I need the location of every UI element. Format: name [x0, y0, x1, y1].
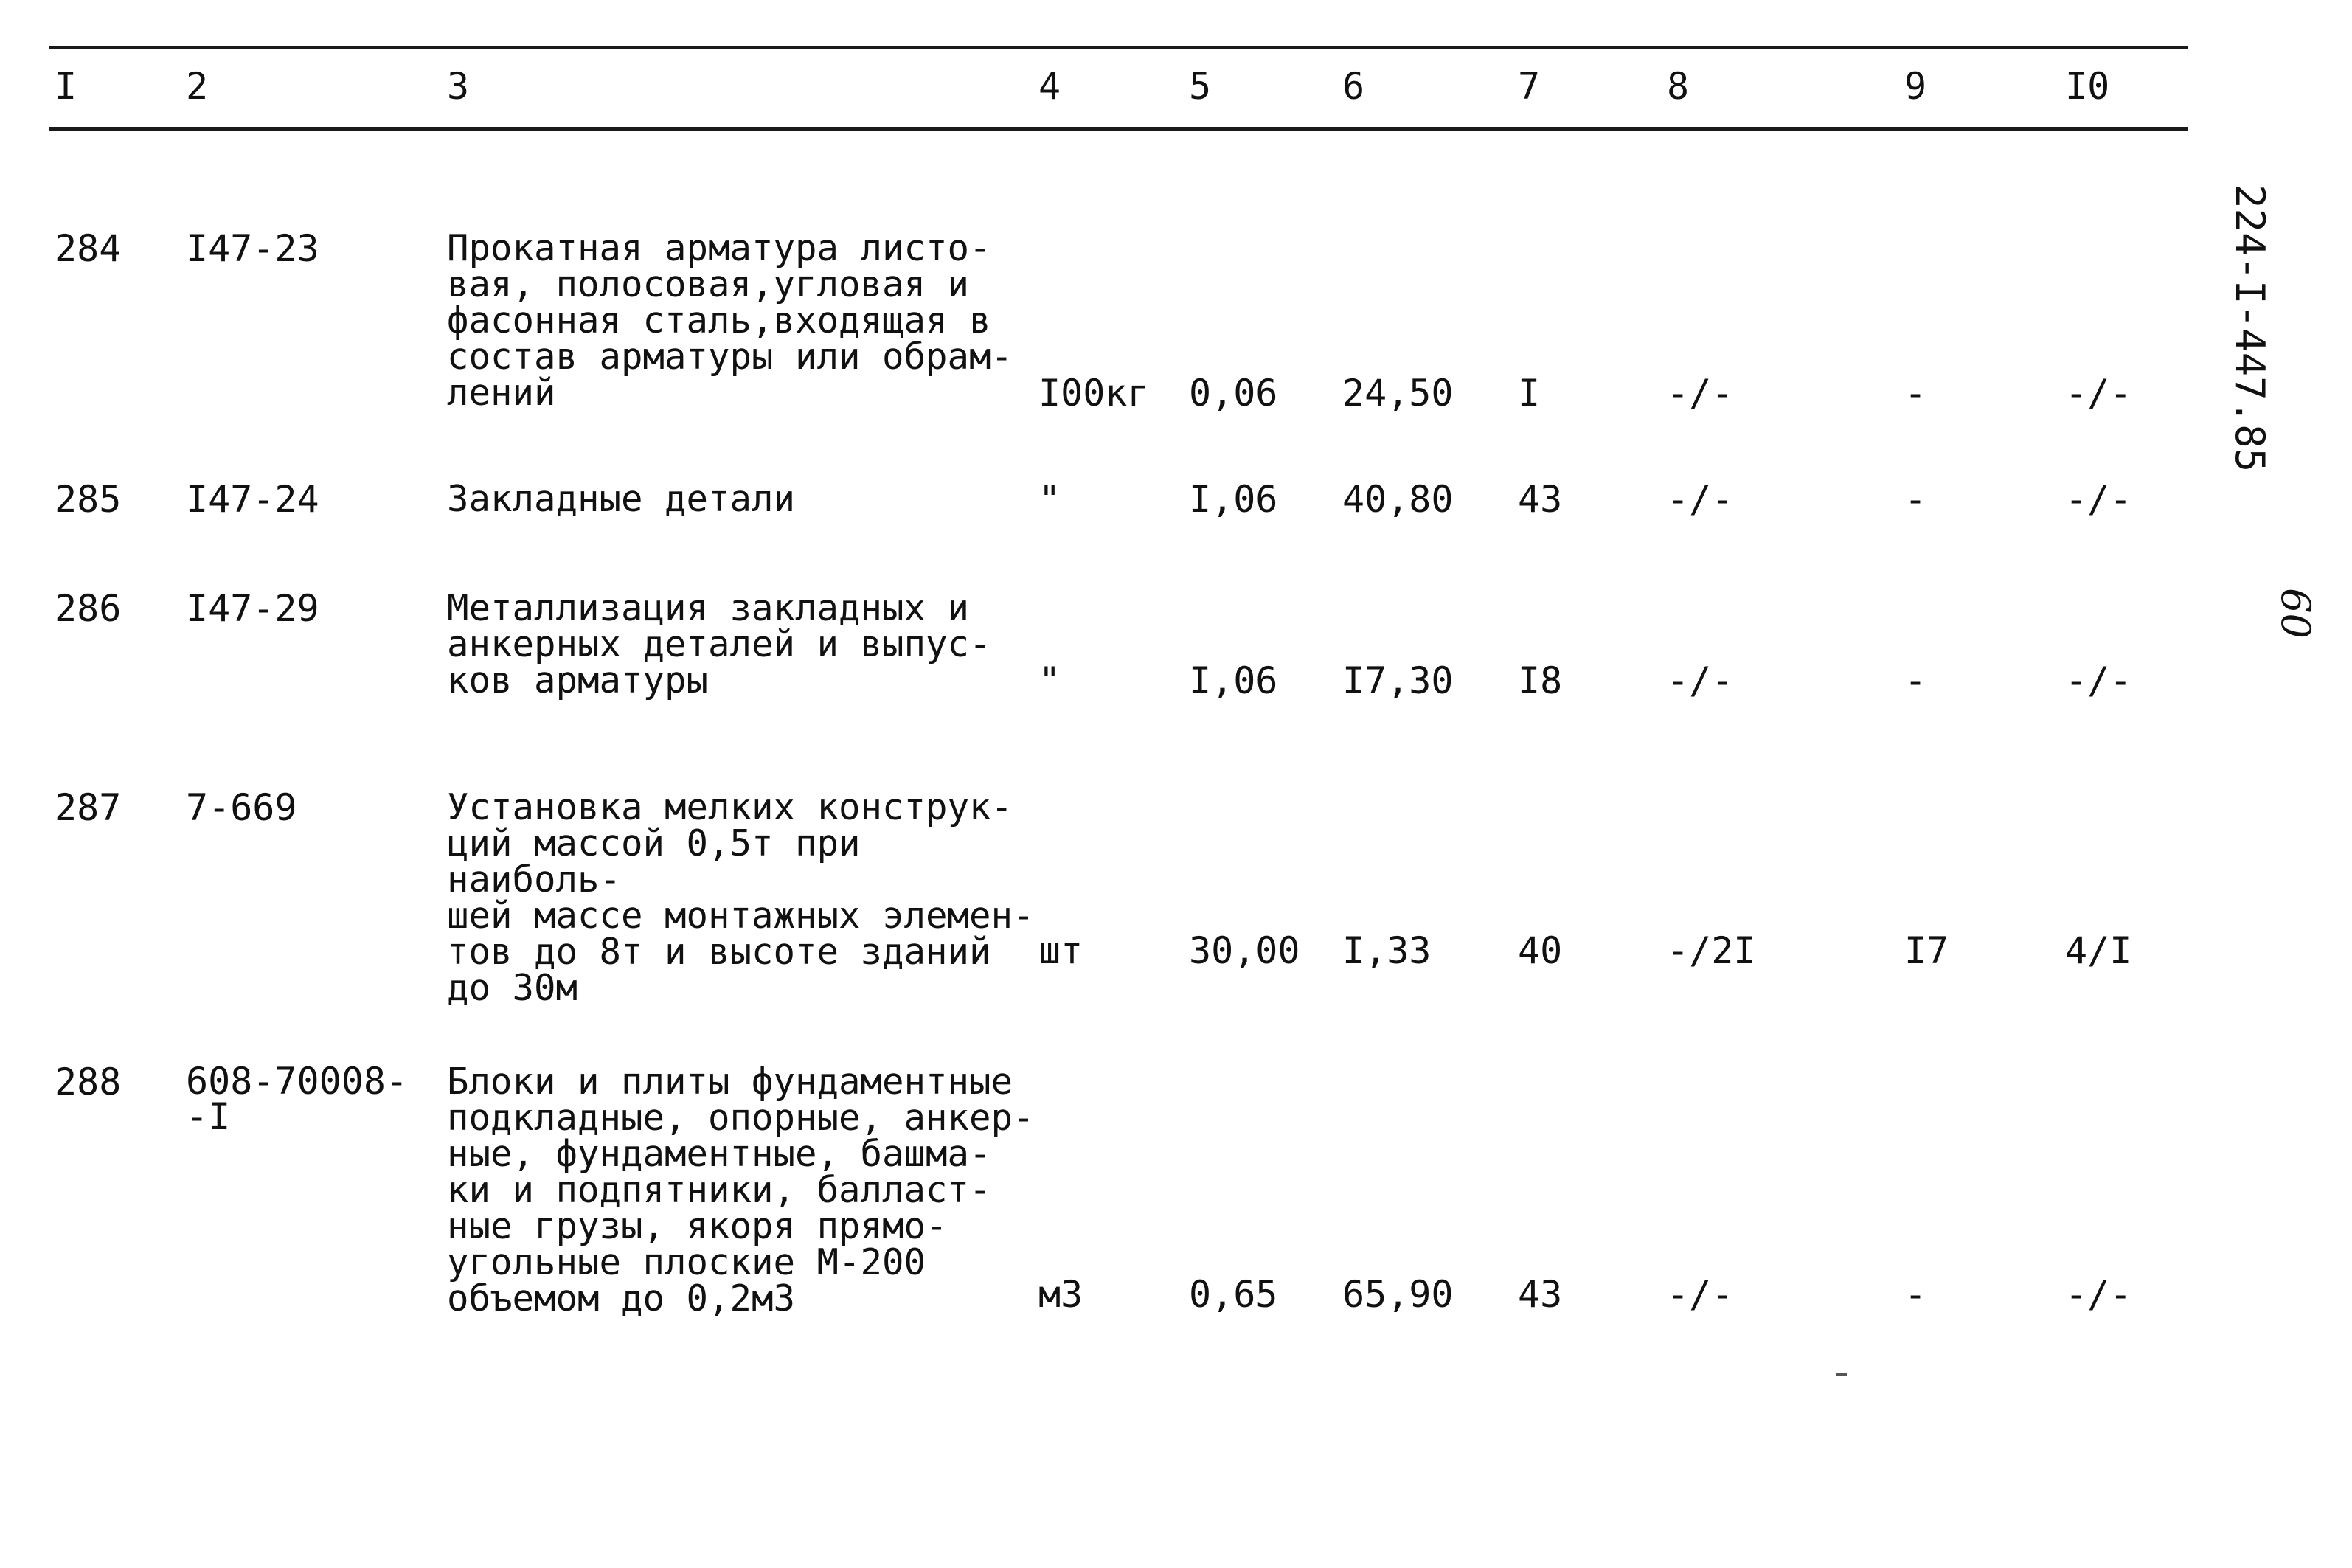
header-bottom-rule [49, 127, 2188, 131]
row-col-9: - [1904, 659, 1927, 702]
row-col-7: 40 [1518, 929, 1563, 972]
row-col-9: - [1904, 478, 1927, 521]
row-col-9: - [1904, 1273, 1927, 1316]
row-col-9: I7 [1904, 929, 1949, 972]
header-top-rule [49, 46, 2188, 49]
row-price: 40,80 [1342, 478, 1454, 521]
row-code: I47-29 [186, 587, 319, 630]
row-col-7: 43 [1518, 478, 1563, 521]
header-col-8: 8 [1667, 65, 1690, 108]
row-code: I47-23 [186, 227, 319, 270]
row-price: 65,90 [1342, 1273, 1454, 1316]
row-quantity: I,06 [1189, 478, 1278, 521]
row-col-10: -/- [2065, 1273, 2132, 1316]
row-price: 24,50 [1342, 372, 1454, 414]
row-col-9: - [1904, 372, 1927, 414]
row-description: Закладные детали [447, 478, 796, 520]
row-code: 7-669 [186, 786, 297, 829]
header-col-1: I [55, 65, 77, 108]
row-quantity: 0,06 [1189, 372, 1278, 414]
row-col-8: -/2I [1667, 929, 1756, 972]
row-number: 285 [55, 478, 122, 521]
scan-speck [1836, 1373, 1847, 1376]
row-col-8: -/- [1667, 478, 1734, 521]
row-number: 286 [55, 587, 122, 630]
row-number: 287 [55, 786, 122, 829]
header-col-4: 4 [1038, 65, 1061, 108]
row-unit: шт [1038, 929, 1083, 972]
header-col-6: 6 [1342, 65, 1365, 108]
row-col-7: I8 [1518, 659, 1563, 702]
row-col-8: -/- [1667, 1273, 1734, 1316]
row-code: 608-70008- -I [186, 1060, 409, 1138]
row-price: I,33 [1342, 929, 1432, 972]
row-number: 288 [55, 1061, 122, 1103]
row-description: Металлизация закладных и анкерных деталей и выпус- ков арматуры [447, 587, 991, 701]
row-quantity: 30,00 [1189, 929, 1300, 972]
row-price: I7,30 [1342, 659, 1454, 702]
row-col-8: -/- [1667, 659, 1734, 702]
page-number: 60 [2272, 588, 2319, 639]
row-unit: " [1038, 659, 1061, 702]
row-col-10: -/- [2065, 659, 2132, 702]
row-col-7: I [1518, 372, 1541, 414]
row-code: I47-24 [186, 478, 319, 521]
row-col-7: 43 [1518, 1273, 1563, 1316]
row-unit: I00кг [1038, 372, 1150, 414]
header-col-3: 3 [447, 65, 470, 108]
header-col-5: 5 [1189, 65, 1212, 108]
header-col-2: 2 [186, 65, 209, 108]
header-col-9: 9 [1904, 65, 1927, 108]
row-quantity: 0,65 [1189, 1273, 1278, 1316]
row-col-10: 4/I [2065, 929, 2132, 972]
header-col-10: I0 [2065, 65, 2110, 108]
row-number: 284 [55, 227, 122, 270]
row-description: Блоки и плиты фундаментные подкладные, опорные, анкер- ные, фундаментные, башма- ки и подпятники, балласт- ные грузы, якоря прямо- угольные плоские М-200 объемом до 0,2м3 [447, 1061, 1035, 1319]
row-description: Прокатная арматура листо- вая, полосовая,угловая и фасонная сталь,входящая в состав арматуры или обрам- лений [447, 227, 1013, 414]
row-unit: м3 [1038, 1273, 1083, 1316]
document-code: 224-I-447.85 [2227, 184, 2273, 473]
row-description: Установка мелких конструк- ций массой 0,5т при наиболь- шей массе монтажных элемен- тов до 8т и высоте зданий до 30м [447, 786, 1035, 1009]
row-col-10: -/- [2065, 478, 2132, 521]
row-col-10: -/- [2065, 372, 2132, 414]
row-quantity: I,06 [1189, 659, 1278, 702]
row-col-8: -/- [1667, 372, 1734, 414]
header-col-7: 7 [1518, 65, 1541, 108]
row-unit: " [1038, 478, 1061, 521]
